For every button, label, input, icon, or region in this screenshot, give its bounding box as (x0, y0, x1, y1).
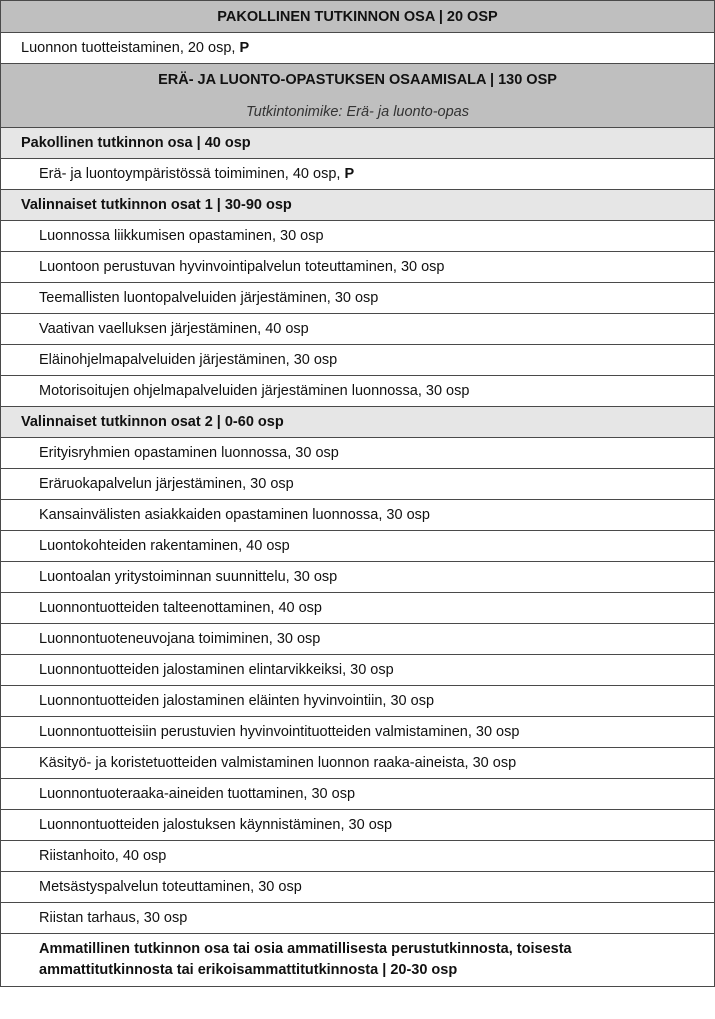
list-item: Luonnontuotteiden jalostuksen käynnistäminen, 30 osp (1, 810, 715, 841)
list-item: Teemallisten luontopalveluiden järjestäminen, 30 osp (1, 283, 715, 314)
list-item: Luonnontuotteiden jalostaminen eläinten hyvinvointiin, 30 osp (1, 686, 715, 717)
list-item: Luonnossa liikkumisen opastaminen, 30 osp (1, 221, 715, 252)
mandatory-common-row (1, 33, 715, 64)
group-mandatory-row (1, 128, 715, 159)
list-item: Eräruokapalvelun järjestäminen, 30 osp (1, 469, 715, 500)
section-subtitle-row (1, 96, 715, 128)
table-row (1, 872, 715, 903)
group-title-optional2: Valinnaiset tutkinnon osat 2 | 0-60 osp (1, 407, 715, 438)
group-optional2-row (1, 407, 715, 438)
list-item: Luontoon perustuvan hyvinvointipalvelun toteuttaminen, 30 osp (1, 252, 715, 283)
mandatory-header-row (1, 1, 715, 33)
table-row (1, 686, 715, 717)
section-title: ERÄ- JA LUONTO-OPASTUKSEN OSAAMISALA | 130 OSP (1, 64, 715, 97)
list-item: Metsästyspalvelun toteuttaminen, 30 osp (1, 872, 715, 903)
table-row (1, 221, 715, 252)
list-item: Luonnontuoteraaka-aineiden tuottaminen, 30 osp (1, 779, 715, 810)
list-item: Luonnontuoteneuvojana toimiminen, 30 osp (1, 624, 715, 655)
list-item (1, 159, 715, 190)
table-row (1, 903, 715, 934)
list-item: Vaativan vaelluksen järjestäminen, 40 osp (1, 314, 715, 345)
list-item: Kansainvälisten asiakkaiden opastaminen luonnossa, 30 osp (1, 500, 715, 531)
list-item: Riistanhoito, 40 osp (1, 841, 715, 872)
mandatory-item-flag: P (344, 166, 355, 182)
table-row (1, 655, 715, 686)
list-item: Luonnontuotteiden jalostaminen elintarvikkeiksi, 30 osp (1, 655, 715, 686)
table-row (1, 531, 715, 562)
final-group-title: Ammatillinen tutkinnon osa tai osia ammatillisesta perustutkinnosta, toisesta ammattitutkinnosta tai erikoisammattitutkinnosta | 20-30 osp (1, 934, 715, 987)
mandatory-header: PAKOLLINEN TUTKINNON OSA | 20 OSP (1, 1, 715, 33)
mandatory-flag: P (239, 40, 250, 56)
table-row (1, 314, 715, 345)
list-item: Riistan tarhaus, 30 osp (1, 903, 715, 934)
list-item: Luonnontuotteiden talteenottaminen, 40 osp (1, 593, 715, 624)
table-row (1, 469, 715, 500)
list-item: Luontoalan yritystoiminnan suunnittelu, 30 osp (1, 562, 715, 593)
table-row (1, 717, 715, 748)
list-item: Luonnontuotteisiin perustuvien hyvinvointituotteiden valmistaminen, 30 osp (1, 717, 715, 748)
table-row (1, 810, 715, 841)
mandatory-common-item (1, 33, 715, 64)
table-row (1, 748, 715, 779)
table-row (1, 841, 715, 872)
table-row (1, 283, 715, 314)
section-title-row (1, 64, 715, 97)
table-row (1, 593, 715, 624)
table-row (1, 376, 715, 407)
section-subtitle: Tutkintonimike: Erä- ja luonto-opas (1, 96, 715, 128)
table-row (1, 562, 715, 593)
table-row (1, 500, 715, 531)
mandatory-item-name: Erä- ja luontoympäristössä toimiminen, 40 osp, (39, 166, 345, 182)
table-row (1, 624, 715, 655)
list-item: Käsityö- ja koristetuotteiden valmistaminen luonnon raaka-aineista, 30 osp (1, 748, 715, 779)
list-item: Erityisryhmien opastaminen luonnossa, 30 osp (1, 438, 715, 469)
list-item: Luontokohteiden rakentaminen, 40 osp (1, 531, 715, 562)
group-optional1-row (1, 190, 715, 221)
group-title-optional1: Valinnaiset tutkinnon osat 1 | 30-90 osp (1, 190, 715, 221)
table-row (1, 159, 715, 190)
final-row (1, 934, 715, 987)
group-title-mandatory: Pakollinen tutkinnon osa | 40 osp (1, 128, 715, 159)
list-item: Motorisoitujen ohjelmapalveluiden järjestäminen luonnossa, 30 osp (1, 376, 715, 407)
mandatory-common-item-name: Luonnon tuotteistaminen, 20 osp, (21, 40, 240, 56)
list-item: Eläinohjelmapalveluiden järjestäminen, 30 osp (1, 345, 715, 376)
table-row (1, 779, 715, 810)
table-row (1, 252, 715, 283)
table-row (1, 345, 715, 376)
table-row (1, 438, 715, 469)
